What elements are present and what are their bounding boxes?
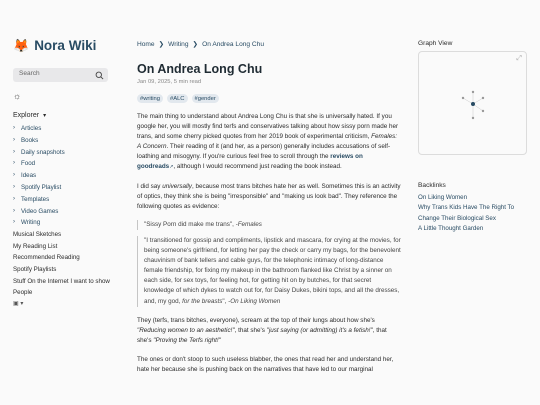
search-placeholder: Search xyxy=(19,70,40,77)
site-title[interactable]: Nora Wiki xyxy=(34,38,97,53)
paragraph: I did say universally, because most trans bitches hate her as well. Sometimes this is an activity of optics, they think she is being "irresponsible" and "making us look bad". They reference the following quotes as evidence: xyxy=(137,182,401,210)
file-item[interactable]: Spotify Playlists xyxy=(13,265,57,273)
folder-item[interactable]: › Spotify Playlist xyxy=(13,182,125,194)
chevron-right-icon: › xyxy=(13,207,15,214)
article-main xyxy=(137,40,402,375)
search-input[interactable] xyxy=(13,68,108,82)
chevron-right-icon: › xyxy=(13,125,15,131)
chevron-right-icon: › xyxy=(13,183,15,190)
graph-view[interactable] xyxy=(418,51,527,155)
fox-icon: 🦊 xyxy=(13,38,30,53)
tag-alc[interactable]: #ALC xyxy=(167,94,188,103)
tag-writing[interactable]: #writing xyxy=(137,94,163,103)
explorer-folders xyxy=(13,123,125,229)
folder-item[interactable]: › Ideas xyxy=(13,170,125,182)
explorer-toggle[interactable] xyxy=(13,112,125,119)
backlink-item[interactable]: On Liking Women xyxy=(418,194,468,201)
graph-node xyxy=(482,97,484,99)
chevron-right-icon: › xyxy=(13,219,15,226)
backlink-item[interactable]: A Little Thought Garden xyxy=(418,225,484,233)
right-sidebar xyxy=(418,40,530,235)
breadcrumb-writing[interactable]: Writing xyxy=(168,40,189,48)
folder-item[interactable]: › Books xyxy=(13,135,125,147)
graph-node xyxy=(482,110,484,112)
breadcrumb xyxy=(137,40,402,48)
breadcrumb-current[interactable]: On Andrea Long Chu xyxy=(202,40,265,48)
reader-mode-toggle[interactable] xyxy=(13,300,125,307)
chevron-right-icon: › xyxy=(13,172,15,179)
graph-node xyxy=(472,117,474,119)
breadcrumb-home[interactable]: Home xyxy=(137,40,155,48)
folder-item[interactable]: › Writing xyxy=(13,217,125,229)
blockquote: "I transitioned for gossip and compliments, lipstick and mascara, for crying at the movies, for being someone's girlfriend, for letting her pay the check or carry my bags, for the benevolent chauvinism of bank tellers and cable guys, for the telephonic intimacy of long-distance female friendship, for fixing my makeup in the bathroom flanked like Christ by a sinner on each side, for sex toys, for feeling hot, for getting hit on by butches, for that secret knowledge of which dykes to watch out for, for Daisy Dukes, bikini tops, and all the dresses, and, my god, for the breasts", -On Liking Women xyxy=(137,236,402,307)
graph-canvas xyxy=(419,52,528,156)
left-sidebar xyxy=(13,38,125,307)
chevron-right-icon: › xyxy=(13,148,15,155)
folder-item[interactable]: › Templates xyxy=(13,194,125,206)
page-title: On Andrea Long Chu xyxy=(137,62,263,76)
explorer-files xyxy=(13,229,125,299)
folder-item[interactable]: › Video Games xyxy=(13,206,125,218)
folder-item[interactable]: › Food xyxy=(13,158,125,170)
tag-gender[interactable]: #gender xyxy=(192,94,219,103)
graph-view-title: Graph View xyxy=(418,40,453,47)
folder-item[interactable]: › Daily snapshots xyxy=(13,147,125,159)
paragraph: The main thing to understand about Andrea Long Chu is that she is universally hated. If you google her, you will mostly find terfs and conservatives talking about how sissy porn made her trans, and some cherry picked quotes from her 2019 book of experimental criticism, Females: A Concern. Their reading of it (and her, as a person) generally includes accusations of self-loathing and misogyny. If you're curious feel free to scroll through the reviews on goodreads↗, although I would recommend just reading the book instead. xyxy=(137,113,399,171)
site-brand[interactable] xyxy=(13,38,125,53)
folder-item[interactable]: › Articles xyxy=(13,123,125,135)
chevron-right-icon: › xyxy=(13,136,15,143)
file-item[interactable]: Stuff On the Internet I want to show People xyxy=(13,277,110,297)
graph-node-current xyxy=(471,102,475,106)
article-meta: Jan 09, 2025, 5 min read xyxy=(137,79,202,85)
backlinks-title: Backlinks xyxy=(418,182,446,189)
chevron-down-icon: ▾ xyxy=(43,113,47,119)
sun-icon[interactable]: ☼ xyxy=(13,91,22,101)
search-icon[interactable] xyxy=(95,71,104,80)
chevron-right-icon: › xyxy=(13,160,15,167)
file-item[interactable]: Recommended Reading xyxy=(13,254,80,262)
page-icon: ▣ xyxy=(13,300,19,307)
expand-icon[interactable]: ⤢ xyxy=(516,55,522,62)
external-link-icon: ↗ xyxy=(169,164,174,171)
chevron-right-icon: ❯ xyxy=(158,41,165,48)
backlinks-list xyxy=(418,193,530,235)
chevron-right-icon: › xyxy=(13,195,15,202)
caret-down-icon: ▾ xyxy=(20,300,24,307)
paragraph: The ones or don't stoop to such useless blabber, the ones that read her and understand her, hate her because she is pushing back on the narratives that have led to our marginal xyxy=(137,355,394,373)
goodreads-link[interactable]: reviews on goodreads xyxy=(137,153,363,171)
file-item[interactable]: My Reading List xyxy=(13,242,58,250)
tag-list xyxy=(137,94,402,103)
graph-node xyxy=(472,91,474,93)
chevron-right-icon: ❯ xyxy=(192,41,199,48)
backlink-item[interactable]: Why Trans Kids Have The Right To Change Their Biological Sex xyxy=(418,204,515,222)
blockquote: "Sissy Porn did make me trans", -Females xyxy=(137,220,402,230)
paragraph: They (terfs, trans bitches, everyone), scream at the top of their lungs about how she's "Reducing women to an aesthetic!", that she's "just saying (or admitting) it's a fetish!", that she's "Proving the Terfs right!" xyxy=(137,316,387,344)
graph-node xyxy=(462,97,464,99)
explorer-title: Explorer xyxy=(13,112,40,119)
file-item[interactable]: Musical Sketches xyxy=(13,231,62,239)
